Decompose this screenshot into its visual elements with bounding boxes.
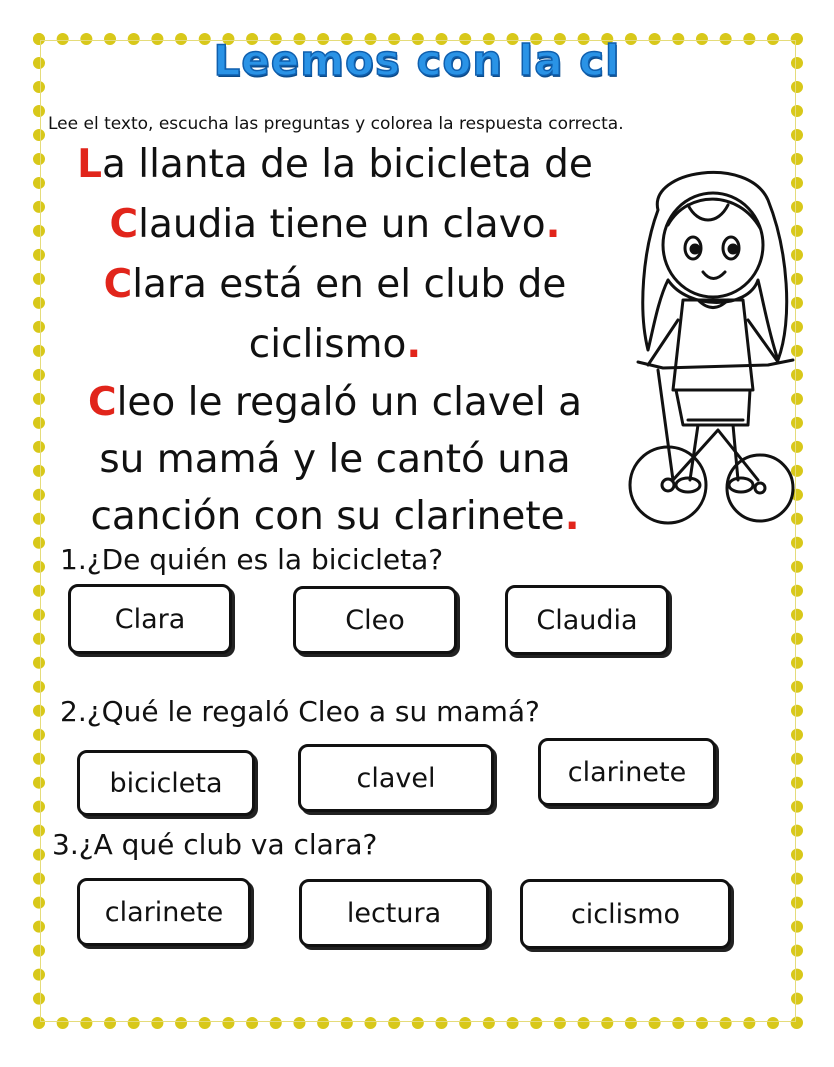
q3-option-lectura[interactable]: lectura xyxy=(299,879,489,947)
q2-option-bicicleta[interactable]: bicicleta xyxy=(77,750,255,816)
story-line-7: canción con su clarinete. xyxy=(90,494,580,539)
story-line-1: La llanta de la bicicleta de xyxy=(77,142,593,187)
story-line-3: Clara está en el club de xyxy=(103,262,567,307)
question-3: 3.¿A qué club va clara? xyxy=(52,828,378,861)
q1-option-claudia[interactable]: Claudia xyxy=(505,585,669,655)
q2-option-clarinete[interactable]: clarinete xyxy=(538,738,716,806)
question-1: 1.¿De quién es la bicicleta? xyxy=(60,543,444,576)
q1-option-clara[interactable]: Clara xyxy=(68,584,232,654)
page-title: Leemos con la cl xyxy=(213,36,621,85)
instructions: Lee el texto, escucha las preguntas y colorea la respuesta correcta. xyxy=(48,114,624,134)
q2-option-clavel[interactable]: clavel xyxy=(298,744,494,812)
q3-option-clarinete[interactable]: clarinete xyxy=(77,878,251,946)
story-line-4: ciclismo. xyxy=(248,322,422,367)
girl-riding-bicycle-icon xyxy=(628,150,798,550)
story-line-6: su mamá y le cantó una xyxy=(99,437,571,482)
story-line-5: Cleo le regaló un clavel a xyxy=(87,380,583,425)
question-2: 2.¿Qué le regaló Cleo a su mamá? xyxy=(60,695,540,728)
q3-option-ciclismo[interactable]: ciclismo xyxy=(520,879,731,949)
q1-option-cleo[interactable]: Cleo xyxy=(293,586,457,654)
story-line-2: Claudia tiene un clavo. xyxy=(109,202,561,247)
